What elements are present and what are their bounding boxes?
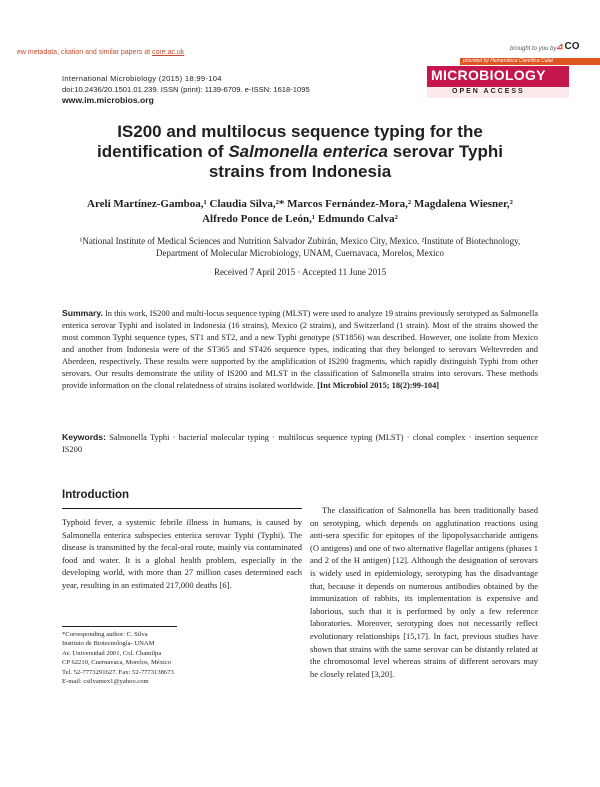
introduction-heading: Introduction [62,489,130,501]
journal-header [62,74,310,106]
open-access-badge [427,87,569,98]
core-logo-icon: ⊿ [556,41,564,51]
author-list [40,197,560,227]
journal-doi-issn: doi:10.2436/20.1501.01.239. ISSN (print): 1139-6709. e-ISSN: 1618-1095 [62,84,310,94]
affiliations [40,235,560,259]
intro-right-column: The classification of Salmonella has been traditionally based on serotyping, which depends on agglutination reactions using anti-sera specific for epitopes of the lipopolysaccharide antigens (O antigens) and one of two alternative flagellar antigens (phases 1 and 2 of the H antigen) [12]. Although the designation of serovars is widely used in epidemiology, serotyping has the disadvantage that, because it depends on numerous antibodies obtained by the immunization of rabbits, its implementation is expensive and laborious, such that it is performed by only a few reference laboratories. Moreover, serotyping does not necessarily reflect evolutionary relationships [15,17]. In fact, previous studies have shown that strains with the same serovar can be distantly related at the chromosomal level whereas strains of different serovars may be closely related [3,20]. [310,505,539,679]
authors-line-2: Alfredo Ponce de León,¹ Edmundo Calva² [202,213,398,225]
corresponding-author-footnote [62,630,302,686]
affiliation-line-1: ¹National Institute of Medical Sciences and Nutrition Salvador Zubirán, Mexico City, Mexico. ²Institute of Biotechnology, [79,236,521,246]
footnote-divider [62,626,177,627]
provided-by-text: provided by Hemeroteca Científica Catal [463,58,553,64]
journal-name: International Microbiology (2015) 18:99-104 [62,74,222,83]
heading-divider [62,508,302,509]
footnote-line: *Corresponding author: C. Silva [62,631,148,638]
title-line-2 [40,142,560,162]
keywords-text: Salmonella Typhi · bacterial molecular typing · multilocus sequence typing (MLST) · clonal complex · insertion sequence IS200 [62,433,538,454]
footnote-line: Instituto de Biotecnología- UNAM [62,640,155,648]
footnote-line: CP 62210, Cuernavaca, Morelos, México [62,659,172,667]
keywords-label: Keywords: [62,432,106,442]
title-line-1: IS200 and multilocus sequence typing for the [117,122,483,141]
title-line-3: strains from Indonesia [208,162,392,181]
open-access-text: OPEN ACCESS [452,88,525,95]
intro-left-column: Typhoid fever, a systemic febrile illness in humans, is caused by Salmonella enterica subspecies enterica serovar Typhi (Typhi). The disease is transmitted by the fecal-oral route, mainly via contaminated food and water. It is a global health problem, especially in the developing world, with more than 27 million cases determined each year, resulting in an estimated 217,000 deaths [6]. [62,517,302,590]
footnote-line: Tel. 52-7773291627. Fax: 52-7773138673 [62,668,174,676]
affiliation-line-2: Department of Molecular Microbiology, UNAM, Cuernavaca, Morelos, Mexico [155,248,445,258]
footnote-line: Av. Universidad 2001, Col. Chamilpa [62,649,162,657]
footnote-email[interactable]: E-mail: csilvamex1@yahoo.com [62,678,149,686]
core-banner-text [17,49,184,56]
journal-logo [427,66,569,87]
journal-logo-text: MICROBIOLOGY [431,67,546,83]
summary-text: In this work, IS200 and multi-locus sequence typing (MLST) were used to analyze 19 strains previously serotyped as Salmonella enterica serovar Typhi and isolated in Indonesia (16 strains), Mexico (2 strains), and Switzerland (1 strain). Most of the strains showed the most common Typhi sequence types, ST1 and ST2, and a new Typhi genotype (ST1856) was described. However, one isolate from Mexico and another from Indonesia were of the ST365 and ST426 sequence types, indicating that they belonged to serovars Weltevreden and Aberdeen, respectively. These results were supported by the amplification of IS200 fragments, which rapidly distinguish Typhi from other serovars. Our results demonstrate the utility of IS200 and MLST in the classification of Salmonella strains into serovars. These methods provide information on the clonal relatedness of strains isolated worldwide. [62,309,538,390]
core-logo[interactable] [556,41,580,52]
summary-label: Summary. [62,308,103,318]
summary [62,307,538,392]
title-line-2-post: serovar Typhi [388,142,503,161]
keywords [62,431,538,456]
authors-line-1: Areli Martínez-Gamboa,¹ Claudia Silva,²* Marcos Fernández-Mora,² Magdalena Wiesner,² [87,198,513,210]
article-title [40,122,560,182]
core-link[interactable]: core.ac.uk [152,49,185,56]
journal-url[interactable]: www.im.microbios.org [62,95,154,106]
core-banner-label: ew metadata, citation and similar papers at [17,49,153,56]
received-accepted-dates: Received 7 April 2015 · Accepted 11 June 2015 [213,267,387,277]
core-logo-text: CO [564,41,580,52]
summary-citation: [Int Microbiol 2015; 18(2):99-104] [317,381,440,390]
title-line-2-pre: identification of [97,142,229,161]
provided-by-bar[interactable] [460,58,600,65]
brought-by-text: brought to you by [510,46,557,52]
title-species: Salmonella enterica [228,142,388,161]
